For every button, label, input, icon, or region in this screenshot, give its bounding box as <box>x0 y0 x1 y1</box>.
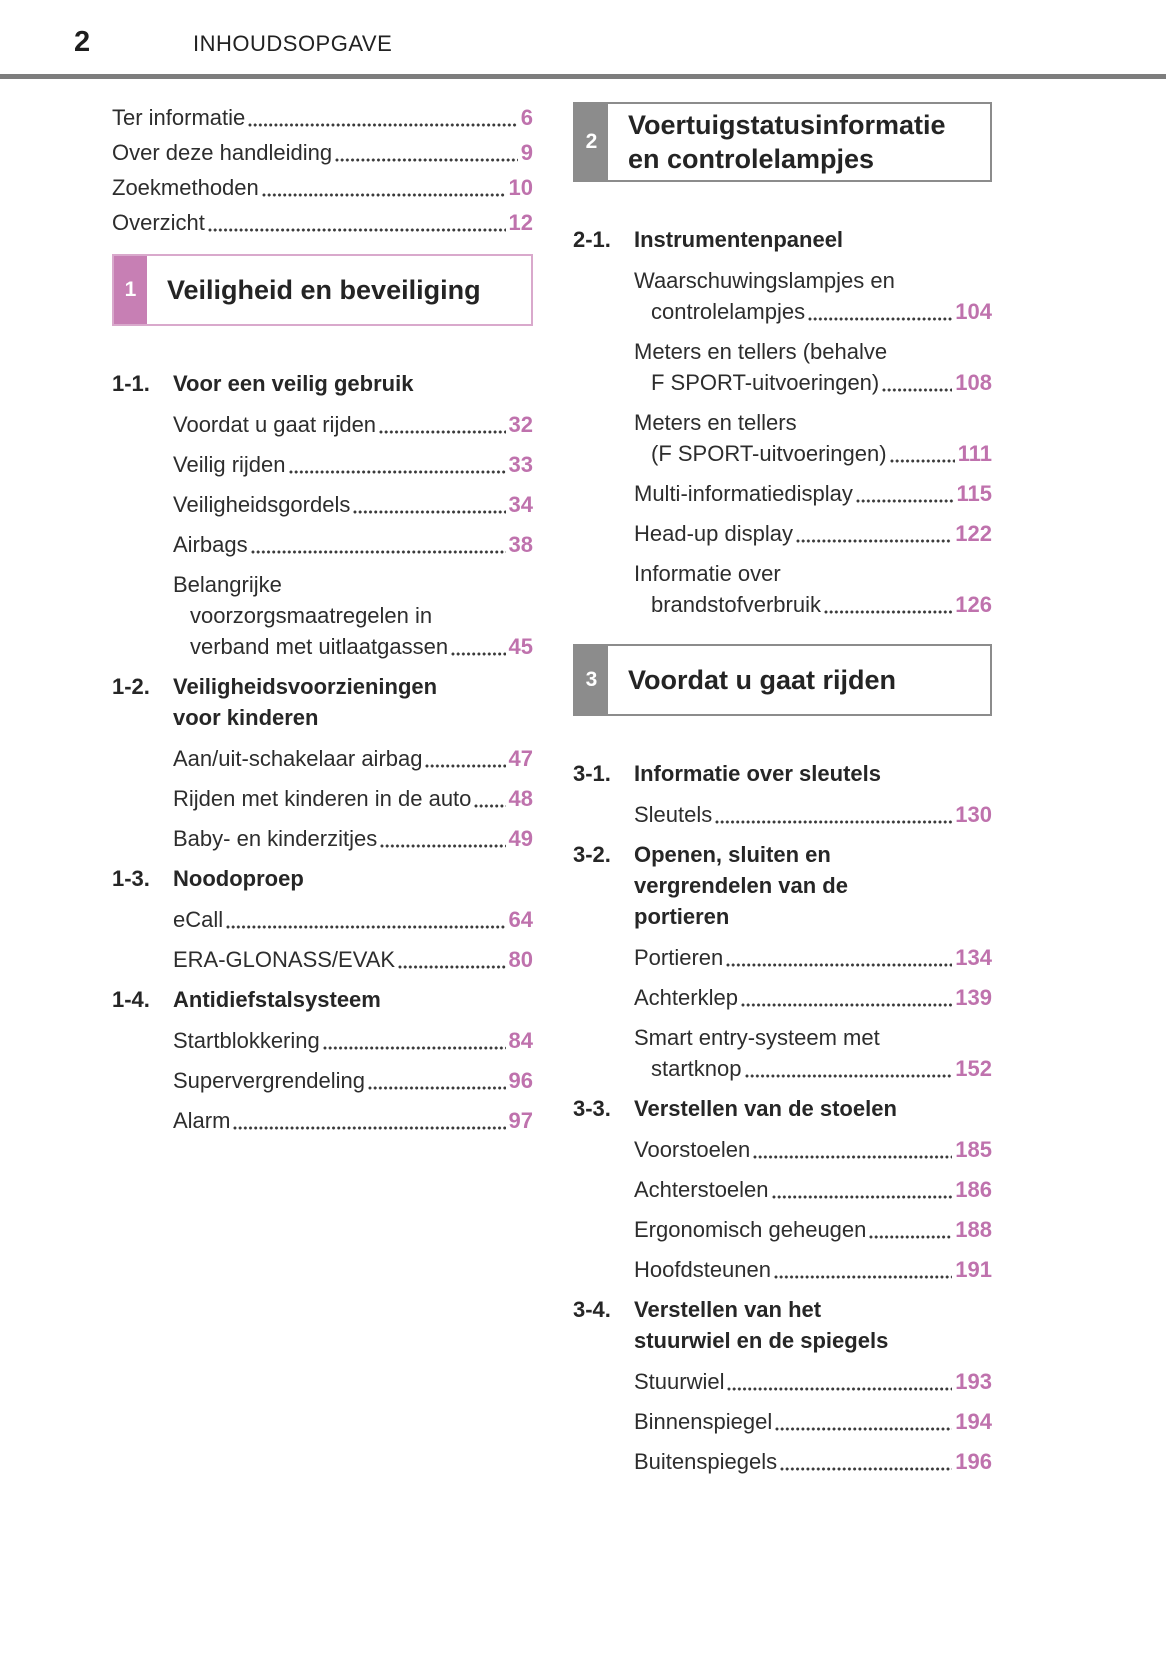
section-heading <box>573 1093 992 1124</box>
section-title <box>173 984 381 1015</box>
toc-entry <box>634 1214 992 1245</box>
section-title-line: Verstellen van het <box>634 1297 822 1322</box>
chapter-title-line: Voordat u gaat rijden <box>628 665 897 695</box>
toc-entry <box>634 799 992 830</box>
toc-entry <box>634 982 992 1013</box>
toc-entry <box>173 1025 533 1056</box>
section-heading <box>112 671 533 733</box>
dot-leader <box>796 518 952 549</box>
toc-entry <box>173 1065 533 1096</box>
dot-leader <box>251 529 506 560</box>
toc-entry <box>173 529 533 560</box>
toc-entry <box>112 102 533 133</box>
section-title <box>173 671 437 733</box>
section-title <box>634 1294 888 1356</box>
entry-leader-line <box>634 1446 992 1477</box>
entry-label: brandstofverbruik <box>651 592 821 617</box>
section-entries <box>573 799 992 830</box>
section-entries <box>573 1366 992 1477</box>
toc-column-left <box>112 102 533 1145</box>
entry-leader-line <box>634 518 992 549</box>
entry-label: Veiligheidsgordels <box>173 492 351 517</box>
dot-leader <box>425 743 505 774</box>
entry-label: (F SPORT-uitvoeringen) <box>651 441 887 466</box>
entry-page-number: 84 <box>508 1028 533 1053</box>
entry-label: Rijden met kinderen in de auto <box>173 786 472 811</box>
toc-entry <box>634 1022 992 1084</box>
dot-leader <box>869 1214 952 1245</box>
entry-leader-line <box>173 529 533 560</box>
dot-leader <box>451 631 505 662</box>
dot-leader <box>353 489 505 520</box>
entry-page-number: 194 <box>955 1409 992 1434</box>
toc-entry <box>173 569 533 662</box>
entry-leader-line <box>112 207 533 238</box>
toc-entry <box>634 942 992 973</box>
entry-leader-line <box>634 1053 992 1084</box>
entry-page-number: 10 <box>508 175 533 200</box>
section-title-line: Antidiefstalsysteem <box>173 987 381 1012</box>
dot-leader <box>753 1134 952 1165</box>
section-id: 3-3. <box>573 1096 611 1121</box>
section-title-line: Veiligheidsvoorzieningen <box>173 674 438 699</box>
section-title-line: stuurwiel en de spiegels <box>634 1328 889 1353</box>
section-entries <box>112 1025 533 1136</box>
entry-label: Ergonomisch geheugen <box>634 1217 867 1242</box>
section-title-line: vergrendelen van de <box>634 873 848 898</box>
section-entries <box>112 409 533 662</box>
entry-label-line: Belangrijke <box>173 572 282 597</box>
entry-page-number: 185 <box>955 1137 992 1162</box>
entry-leader-line <box>634 438 992 469</box>
entry-page-number: 38 <box>508 532 533 557</box>
entry-page-number: 152 <box>955 1056 992 1081</box>
toc-entry <box>112 137 533 168</box>
toc-entry <box>173 904 533 935</box>
entry-page-number: 97 <box>508 1108 533 1133</box>
dot-leader <box>248 102 517 133</box>
chapter-box-1 <box>112 254 533 326</box>
entry-label: Stuurwiel <box>634 1369 725 1394</box>
section-title <box>173 368 413 399</box>
entry-page-number: 108 <box>955 370 992 395</box>
entry-leader-line <box>634 1134 992 1165</box>
dot-leader <box>380 823 505 854</box>
section-title-line: portieren <box>634 904 730 929</box>
dot-leader <box>856 478 954 509</box>
entry-page-number: 32 <box>508 412 533 437</box>
section-heading <box>112 863 533 894</box>
toc-entry <box>634 265 992 327</box>
entry-page-number: 111 <box>957 441 992 466</box>
toc-entry <box>173 783 533 814</box>
entry-label: Binnenspiegel <box>634 1409 773 1434</box>
entry-page-number: 130 <box>955 802 992 827</box>
entry-leader-line <box>173 944 533 975</box>
dot-leader <box>741 982 952 1013</box>
dot-leader <box>233 1105 505 1136</box>
entry-label: Achterstoelen <box>634 1177 769 1202</box>
chapter-title-line: Voertuigstatusinformatie <box>628 110 946 140</box>
toc-entry <box>112 207 533 238</box>
entry-page-number: 47 <box>508 746 533 771</box>
section-title <box>173 863 304 894</box>
toc-entry <box>173 489 533 520</box>
entry-label: Head-up display <box>634 521 793 546</box>
dot-leader <box>289 449 506 480</box>
toc-entry <box>173 449 533 480</box>
toc-entry <box>112 172 533 203</box>
entry-page-number: 49 <box>508 826 533 851</box>
entry-page-number: 122 <box>955 521 992 546</box>
entry-page-number: 64 <box>508 907 533 932</box>
section-id: 2-1. <box>573 227 611 252</box>
entry-leader-line <box>173 904 533 935</box>
dot-leader <box>780 1446 952 1477</box>
entry-page-number: 191 <box>955 1257 992 1282</box>
dot-leader <box>745 1053 953 1084</box>
entry-leader-line <box>173 1065 533 1096</box>
entry-page-number: 139 <box>955 985 992 1010</box>
chapter-box-2 <box>573 102 992 182</box>
entry-page-number: 34 <box>508 492 533 517</box>
entry-label: Over deze handleiding <box>112 140 333 165</box>
section-id: 1-3. <box>112 866 150 891</box>
dot-leader <box>208 207 506 238</box>
chapter-title-line: en controlelampjes <box>628 144 875 174</box>
entry-page-number: 6 <box>520 105 533 130</box>
entry-leader-line <box>112 102 533 133</box>
entry-leader-line <box>634 1174 992 1205</box>
entry-label: Startblokkering <box>173 1028 320 1053</box>
entry-page-number: 126 <box>955 592 992 617</box>
dot-leader <box>398 944 505 975</box>
entry-label-line: voorzorgsmaatregelen in <box>190 603 433 628</box>
entry-label: Voordat u gaat rijden <box>173 412 377 437</box>
entry-leader-line <box>173 1025 533 1056</box>
chapter-number-tab: 3 <box>575 646 608 714</box>
entry-page-number: 45 <box>508 634 533 659</box>
dot-leader <box>774 1254 952 1285</box>
entry-leader-line <box>173 449 533 480</box>
entry-page-number: 80 <box>508 947 533 972</box>
section-title-line: Informatie over sleutels <box>634 761 881 786</box>
entry-label: Veilig rijden <box>173 452 286 477</box>
entry-label: Airbags <box>173 532 248 557</box>
toc-entry <box>634 1254 992 1285</box>
toc-entry <box>634 407 992 469</box>
toc-entry <box>634 1446 992 1477</box>
section-title-line: Noodoproep <box>173 866 304 891</box>
header-rule <box>0 74 1166 79</box>
section-title <box>634 224 843 255</box>
chapter-number-tab: 1 <box>114 256 147 324</box>
entry-page-number: 193 <box>955 1369 992 1394</box>
entry-label: Zoekmethoden <box>112 175 259 200</box>
entry-label-line: Informatie over <box>634 561 781 586</box>
section-heading <box>573 839 992 932</box>
dot-leader <box>882 367 952 398</box>
entry-page-number: 104 <box>955 299 992 324</box>
section-title <box>634 758 881 789</box>
section-heading <box>573 224 992 255</box>
entry-leader-line <box>634 1254 992 1285</box>
entry-leader-line <box>173 783 533 814</box>
section-heading <box>112 984 533 1015</box>
entry-label: Sleutels <box>634 802 713 827</box>
dot-leader <box>824 589 952 620</box>
entry-label: Hoofdsteunen <box>634 1257 771 1282</box>
section-title <box>634 839 848 932</box>
toc-entry <box>634 1134 992 1165</box>
entry-label-line: Waarschuwingslampjes en <box>634 268 895 293</box>
entry-label-line: Smart entry-systeem met <box>634 1025 880 1050</box>
entry-page-number: 96 <box>508 1068 533 1093</box>
toc-entry <box>173 743 533 774</box>
section-id: 3-1. <box>573 761 611 786</box>
entry-leader-line <box>112 172 533 203</box>
chapter-box-3 <box>573 644 992 716</box>
section-title-line: Openen, sluiten en <box>634 842 831 867</box>
entry-label: ERA-GLONASS/EVAK <box>173 947 396 972</box>
entry-label-line: Meters en tellers <box>634 410 797 435</box>
section-id: 1-2. <box>112 674 150 699</box>
entry-page-number: 134 <box>955 945 992 970</box>
entry-label: Alarm <box>173 1108 231 1133</box>
entry-label: eCall <box>173 907 224 932</box>
dot-leader <box>262 172 506 203</box>
entry-leader-line <box>173 631 533 662</box>
chapter-title <box>608 104 952 180</box>
toc-entry <box>634 1406 992 1437</box>
entry-leader-line <box>173 743 533 774</box>
entry-leader-line <box>634 478 992 509</box>
section-id: 3-2. <box>573 842 611 867</box>
dot-leader <box>890 438 955 469</box>
chapter-title-line: Veiligheid en beveiliging <box>167 275 481 305</box>
chapter-title <box>608 646 902 714</box>
entry-page-number: 115 <box>956 481 992 506</box>
entry-page-number: 9 <box>520 140 533 165</box>
entry-leader-line <box>173 823 533 854</box>
section-id: 3-4. <box>573 1297 611 1322</box>
entry-page-number: 33 <box>508 452 533 477</box>
toc-entry <box>173 823 533 854</box>
dot-leader <box>715 799 952 830</box>
entry-leader-line <box>173 1105 533 1136</box>
entry-leader-line <box>634 1366 992 1397</box>
dot-leader <box>726 942 952 973</box>
toc-entry <box>634 558 992 620</box>
toc-entry <box>634 478 992 509</box>
section-title <box>634 1093 897 1124</box>
entry-label: Ter informatie <box>112 105 246 130</box>
entry-leader-line <box>634 1406 992 1437</box>
section-title-line: Voor een veilig gebruik <box>173 371 414 396</box>
section-title-line: Instrumentenpaneel <box>634 227 844 252</box>
entry-leader-line <box>634 799 992 830</box>
dot-leader <box>335 137 518 168</box>
section-heading <box>573 758 992 789</box>
entry-label: Buitenspiegels <box>634 1449 778 1474</box>
section-title-line: Verstellen van de stoelen <box>634 1096 897 1121</box>
entry-leader-line <box>173 489 533 520</box>
section-heading <box>112 368 533 399</box>
toc-entry <box>634 1366 992 1397</box>
section-entries <box>112 743 533 854</box>
section-id: 1-4. <box>112 987 150 1012</box>
entry-page-number: 48 <box>508 786 533 811</box>
entry-leader-line <box>634 1214 992 1245</box>
chapter-number-tab: 2 <box>575 104 608 180</box>
entry-leader-line <box>634 982 992 1013</box>
section-entries <box>112 904 533 975</box>
dot-leader <box>772 1174 953 1205</box>
dot-leader <box>474 783 505 814</box>
toc-entry <box>634 336 992 398</box>
dot-leader <box>226 904 505 935</box>
entry-leader-line <box>634 296 992 327</box>
dot-leader <box>808 296 952 327</box>
toc-column-right <box>573 102 992 1486</box>
entry-leader-line <box>112 137 533 168</box>
section-entries <box>573 1134 992 1285</box>
page-title: INHOUDSOPGAVE <box>193 31 393 56</box>
frontmatter-list <box>112 102 533 238</box>
section-heading <box>573 1294 992 1356</box>
entry-page-number: 12 <box>508 210 533 235</box>
entry-page-number: 188 <box>955 1217 992 1242</box>
toc-entry <box>173 409 533 440</box>
entry-label: startknop <box>651 1056 742 1081</box>
entry-label: controlelampjes <box>651 299 806 324</box>
entry-label: verband met uitlaatgassen <box>190 634 449 659</box>
entry-leader-line <box>634 942 992 973</box>
entry-leader-line <box>173 409 533 440</box>
entry-page-number: 196 <box>955 1449 992 1474</box>
entry-label: Baby- en kinderzitjes <box>173 826 378 851</box>
dot-leader <box>323 1025 506 1056</box>
toc-entry <box>634 1174 992 1205</box>
toc-entry <box>173 944 533 975</box>
dot-leader <box>379 409 505 440</box>
entry-label: Achterklep <box>634 985 738 1010</box>
toc-entry <box>173 1105 533 1136</box>
entry-leader-line <box>634 589 992 620</box>
entry-label: F SPORT-uitvoeringen) <box>651 370 880 395</box>
entry-label: Multi-informatiedisplay <box>634 481 853 506</box>
dot-leader <box>727 1366 952 1397</box>
entry-page-number: 186 <box>955 1177 992 1202</box>
chapter-title <box>147 256 487 324</box>
dot-leader <box>368 1065 505 1096</box>
entry-label: Overzicht <box>112 210 205 235</box>
page-number: 2 <box>74 26 91 58</box>
entry-label: Voorstoelen <box>634 1137 751 1162</box>
section-id: 1-1. <box>112 371 150 396</box>
entry-label-line: Meters en tellers (behalve <box>634 339 888 364</box>
entry-label: Portieren <box>634 945 724 970</box>
section-title-line: voor kinderen <box>173 705 319 730</box>
entry-label: Aan/uit-schakelaar airbag <box>173 746 423 771</box>
entry-label: Supervergrendeling <box>173 1068 366 1093</box>
section-entries <box>573 265 992 620</box>
toc-entry <box>634 518 992 549</box>
entry-leader-line <box>634 367 992 398</box>
section-entries <box>573 942 992 1084</box>
dot-leader <box>775 1406 952 1437</box>
